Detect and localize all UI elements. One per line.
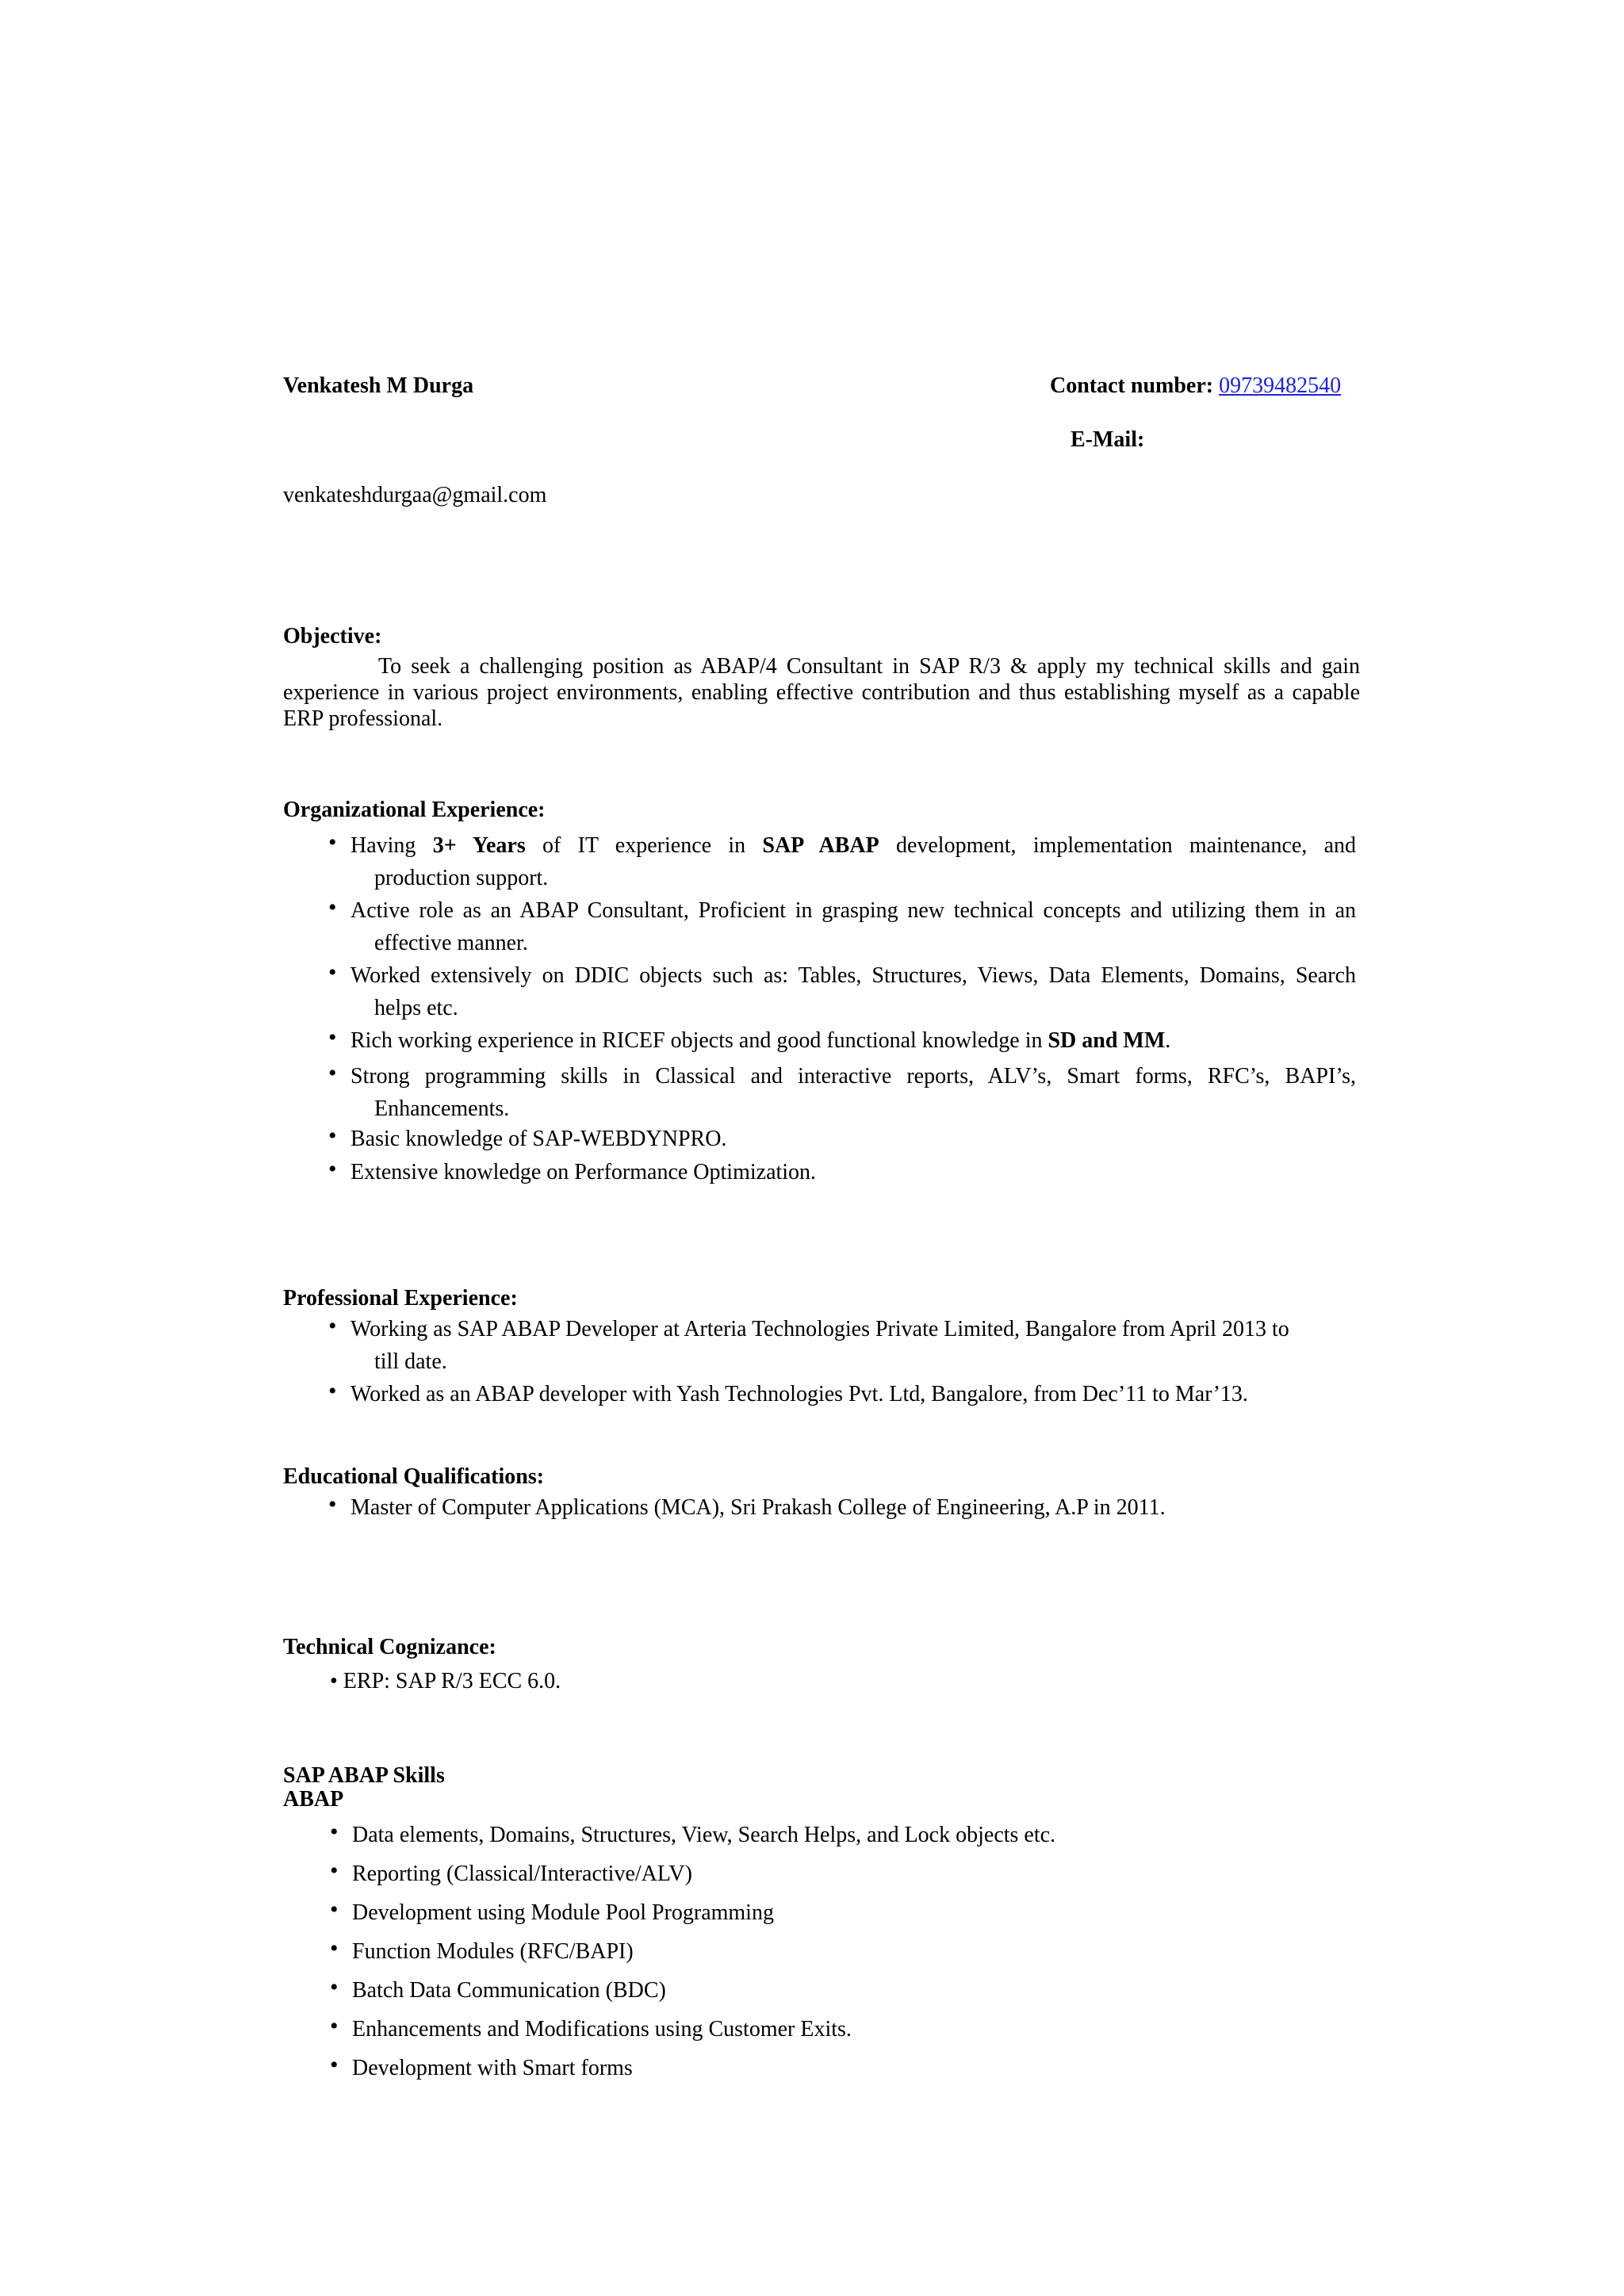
- list-item: [325, 1024, 1356, 1057]
- candidate-name: Venkatesh M Durga: [283, 373, 474, 398]
- email-address: venkateshdurgaa@gmail.com: [283, 483, 547, 507]
- list-item-emphasis: SAP ABAP: [762, 833, 879, 858]
- org-experience-list: [325, 829, 1356, 1192]
- education-list: [325, 1491, 1356, 1524]
- list-item: [327, 1932, 1358, 1971]
- list-item: [325, 959, 1356, 1024]
- list-item-text: Strong programming skills in Classical and interactive reports, ALV’s, Smart forms, RFC’s, BAPI’s,: [350, 1064, 1356, 1089]
- bullet-icon: •: [328, 1024, 337, 1050]
- bullet-icon: •: [330, 2013, 339, 2039]
- objective-text: To seek a challenging position as ABAP/4 Consultant in SAP R/3 & apply my technical skills and gain experience in various project environments, enabling effective contribution and thus establishing myself as a capable ERP professional.: [283, 654, 1360, 731]
- prof-experience-heading: Professional Experience:: [283, 1286, 518, 1311]
- contact-label: Contact number:: [1050, 373, 1214, 398]
- bullet-icon: •: [330, 1935, 339, 1961]
- education-heading: Educational Qualifications:: [283, 1464, 545, 1489]
- bullet-icon: •: [328, 959, 337, 985]
- list-item-continuation: effective manner.: [374, 931, 528, 955]
- list-item-text: Function Modules (RFC/BAPI): [352, 1939, 634, 1964]
- list-item-text: Worked extensively on DDIC objects such as: Tables, Structures, Views, Data Elements, Domains, Search: [350, 963, 1356, 988]
- list-item-continuation: helps etc.: [374, 996, 458, 1020]
- list-item-continuation: till date.: [374, 1349, 447, 1374]
- list-item-continuation: production support.: [374, 866, 549, 890]
- list-item-text: Batch Data Communication (BDC): [352, 1978, 666, 2003]
- list-item-text: of IT experience in: [542, 833, 746, 858]
- list-item: [325, 1313, 1356, 1378]
- list-item: [327, 2010, 1358, 2049]
- skills-subheading: ABAP: [283, 1787, 344, 1812]
- bullet-icon: •: [328, 829, 337, 855]
- list-item: [325, 1153, 1356, 1192]
- bullet-icon: •: [328, 1123, 337, 1149]
- list-item-text: development, implementation maintenance, and: [895, 833, 1356, 858]
- skills-heading: SAP ABAP Skills: [283, 1763, 445, 1788]
- list-item: [327, 2049, 1358, 2087]
- bullet-icon: •: [330, 1819, 339, 1845]
- list-item: [325, 1378, 1356, 1410]
- prof-experience-list: [325, 1313, 1356, 1410]
- technical-item: • ERP: SAP R/3 ECC 6.0.: [330, 1669, 561, 1693]
- bullet-icon: •: [328, 894, 337, 920]
- technical-heading: Technical Cognizance:: [283, 1635, 496, 1659]
- contact-line: [1050, 373, 1341, 400]
- list-item-text: Development with Smart forms: [352, 2056, 633, 2080]
- contact-number-link[interactable]: 09739482540: [1219, 373, 1342, 398]
- list-item-text: Active role as an ABAP Consultant, Proficient in grasping new technical concepts and utilizing them in an: [350, 898, 1356, 923]
- bullet-icon: •: [328, 1060, 337, 1086]
- list-item: [325, 1491, 1356, 1524]
- list-item: [327, 1854, 1358, 1893]
- list-item-text: Data elements, Domains, Structures, View, Search Helps, and Lock objects etc.: [352, 1823, 1056, 1847]
- bullet-icon: •: [328, 1491, 337, 1517]
- email-label: E-Mail:: [1071, 427, 1145, 452]
- list-item-text: Worked as an ABAP developer with Yash Technologies Pvt. Ltd, Bangalore, from Dec’11 to Mar’13.: [350, 1382, 1248, 1406]
- list-item: [325, 829, 1356, 894]
- list-item-text: Reporting (Classical/Interactive/ALV): [352, 1862, 692, 1886]
- bullet-icon: •: [328, 1156, 337, 1182]
- list-item: [327, 1971, 1358, 2010]
- list-item-text: Basic knowledge of SAP-WEBDYNPRO.: [350, 1127, 727, 1151]
- list-item: [325, 1060, 1356, 1125]
- list-item-emphasis: SD and MM: [1048, 1028, 1166, 1053]
- list-item: [325, 894, 1356, 959]
- bullet-icon: •: [328, 1378, 337, 1404]
- list-item-text: Rich working experience in RICEF objects and good functional knowledge in: [350, 1028, 1043, 1053]
- objective-paragraph: [283, 653, 1360, 732]
- list-item: [327, 1893, 1358, 1932]
- list-item-text: Master of Computer Applications (MCA), Sri Prakash College of Engineering, A.P in 2011.: [350, 1495, 1166, 1520]
- list-item-continuation: Enhancements.: [374, 1096, 510, 1121]
- list-item-text: .: [1165, 1028, 1171, 1053]
- bullet-icon: •: [330, 1896, 339, 1923]
- list-item: [327, 1816, 1358, 1854]
- list-item: [325, 1125, 1356, 1153]
- list-item-text: Development using Module Pool Programming: [352, 1900, 774, 1925]
- objective-heading: Objective:: [283, 624, 382, 649]
- list-item-text: Working as SAP ABAP Developer at Arteria Technologies Private Limited, Bangalore from April 2013 to: [350, 1317, 1289, 1341]
- list-item-text: Extensive knowledge on Performance Optimization.: [350, 1160, 817, 1184]
- bullet-icon: •: [330, 1974, 339, 2000]
- skills-list: [327, 1816, 1358, 2087]
- list-item-text: Having: [350, 833, 416, 858]
- org-experience-heading: Organizational Experience:: [283, 798, 546, 822]
- list-item-emphasis: 3+ Years: [432, 833, 526, 858]
- bullet-icon: •: [330, 1858, 339, 1884]
- bullet-icon: •: [328, 1313, 337, 1339]
- list-item-text: Enhancements and Modifications using Customer Exits.: [352, 2017, 852, 2042]
- bullet-icon: •: [330, 2052, 339, 2078]
